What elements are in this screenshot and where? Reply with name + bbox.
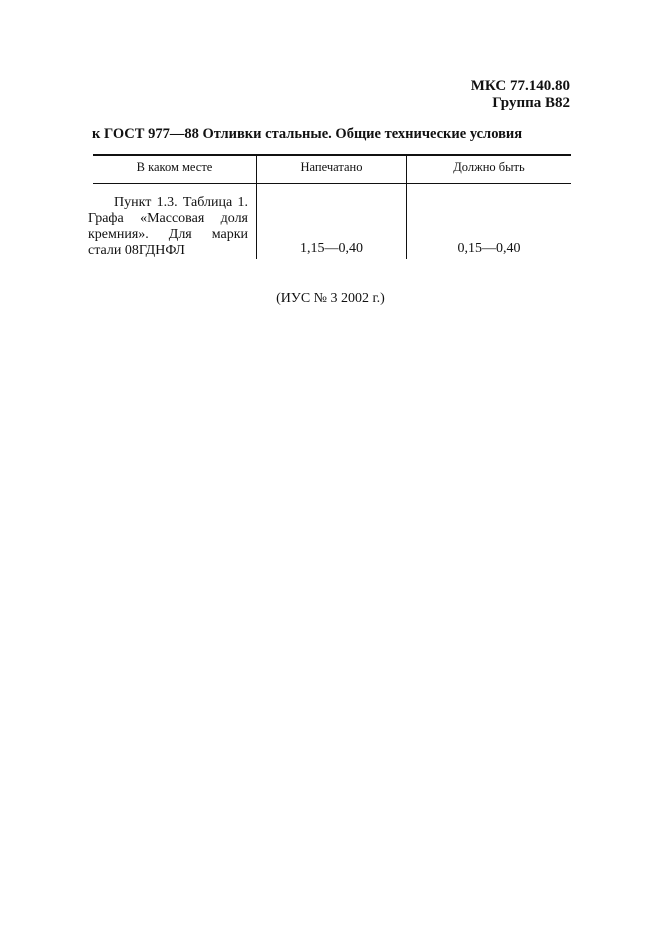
place-line: кремния». Для марки xyxy=(88,227,248,242)
table-cell-place xyxy=(88,195,248,259)
document-title: к ГОСТ 977—88 Отливки стальные. Общие технические условия xyxy=(92,126,523,142)
table-cell-printed: 1,15—0,40 xyxy=(300,241,363,256)
table-header-rule xyxy=(93,183,571,184)
place-line: Пункт 1.3. Таблица 1. xyxy=(114,195,248,210)
classification-code: МКС 77.140.80 xyxy=(470,78,570,94)
place-line: Графа «Массовая доля xyxy=(88,211,248,226)
table-header-place: В каком месте xyxy=(136,160,213,174)
place-line: стали 08ГДНФЛ xyxy=(88,243,185,258)
table-header-should-be: Должно быть xyxy=(453,160,525,174)
group-code: Группа В82 xyxy=(492,95,570,111)
table-header-printed: Напечатано xyxy=(300,160,363,174)
source-reference: (ИУС № 3 2002 г.) xyxy=(276,291,385,306)
table-cell-should-be: 0,15—0,40 xyxy=(457,241,521,256)
table-top-rule xyxy=(93,154,571,156)
